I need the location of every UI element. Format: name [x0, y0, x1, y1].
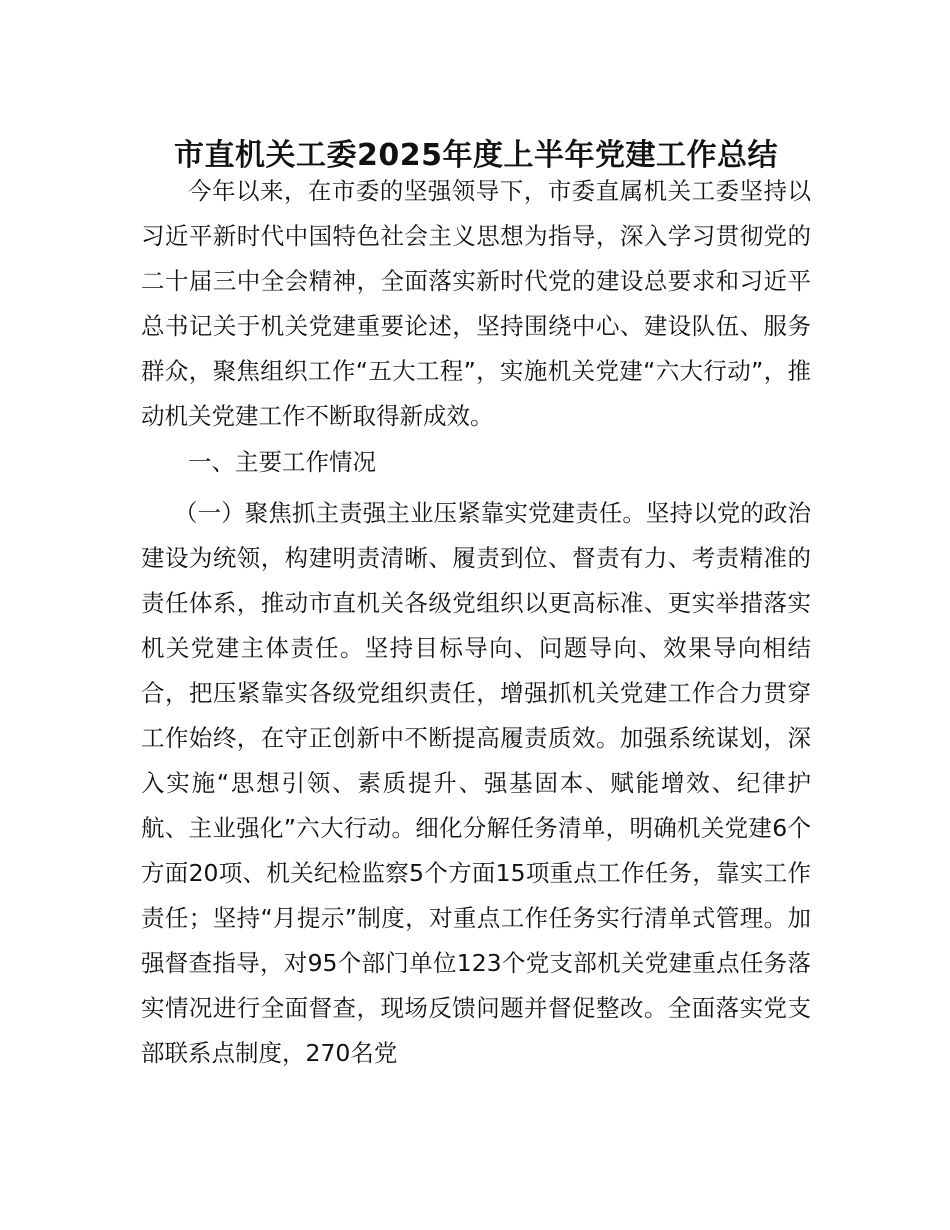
section-heading: 一、主要工作情况	[188, 448, 376, 476]
intro-paragraph: 今年以来，在市委的坚强领导下，市委直属机关工委坚持以习近平新时代中国特色社会主义思想为指导，深入学习贯彻党的二十届三中全会精神，全面落实新时代党的建设总要求和习近平总书记关于机关党建重要论述，坚持围绕中心、建设队伍、服务群众，聚焦组织工作“五大工程”，实施机关党建“六大行动”，推动机关党建工作不断取得新成效。	[141, 177, 811, 430]
document-page	[141, 0, 811, 1230]
document-title: 市直机关工委2025年度上半年党建工作总结	[174, 138, 778, 174]
body-paragraph: （一）聚焦抓主责强主业压紧靠实党建责任。坚持以党的政治建设为统领，构建明责清晰、履责到位、督责有力、考责精准的责任体系，推动市直机关各级党组织以更高标准、更实举措落实机关党建主体责任。坚持目标导向、问题导向、效果导向相结合，把压紧靠实各级党组织责任，增强抓机关党建工作合力贯穿工作始终，在守正创新中不断提高履责质效。加强系统谋划，深入实施“思想引领、素质提升、强基固本、赋能增效、纪律护航、主业强化”六大行动。细化分解任务清单，明确机关党建6个方面20项、机关纪检监察5个方面15项重点工作任务，靠实工作责任；坚持“月提示”制度，对重点工作任务实行清单式管理。加强督查指导，对95个部门单位123个党支部机关党建重点任务落实情况进行全面督查，现场反馈问题并督促整改。全面落实党支部联系点制度，270名党	[141, 499, 811, 1067]
